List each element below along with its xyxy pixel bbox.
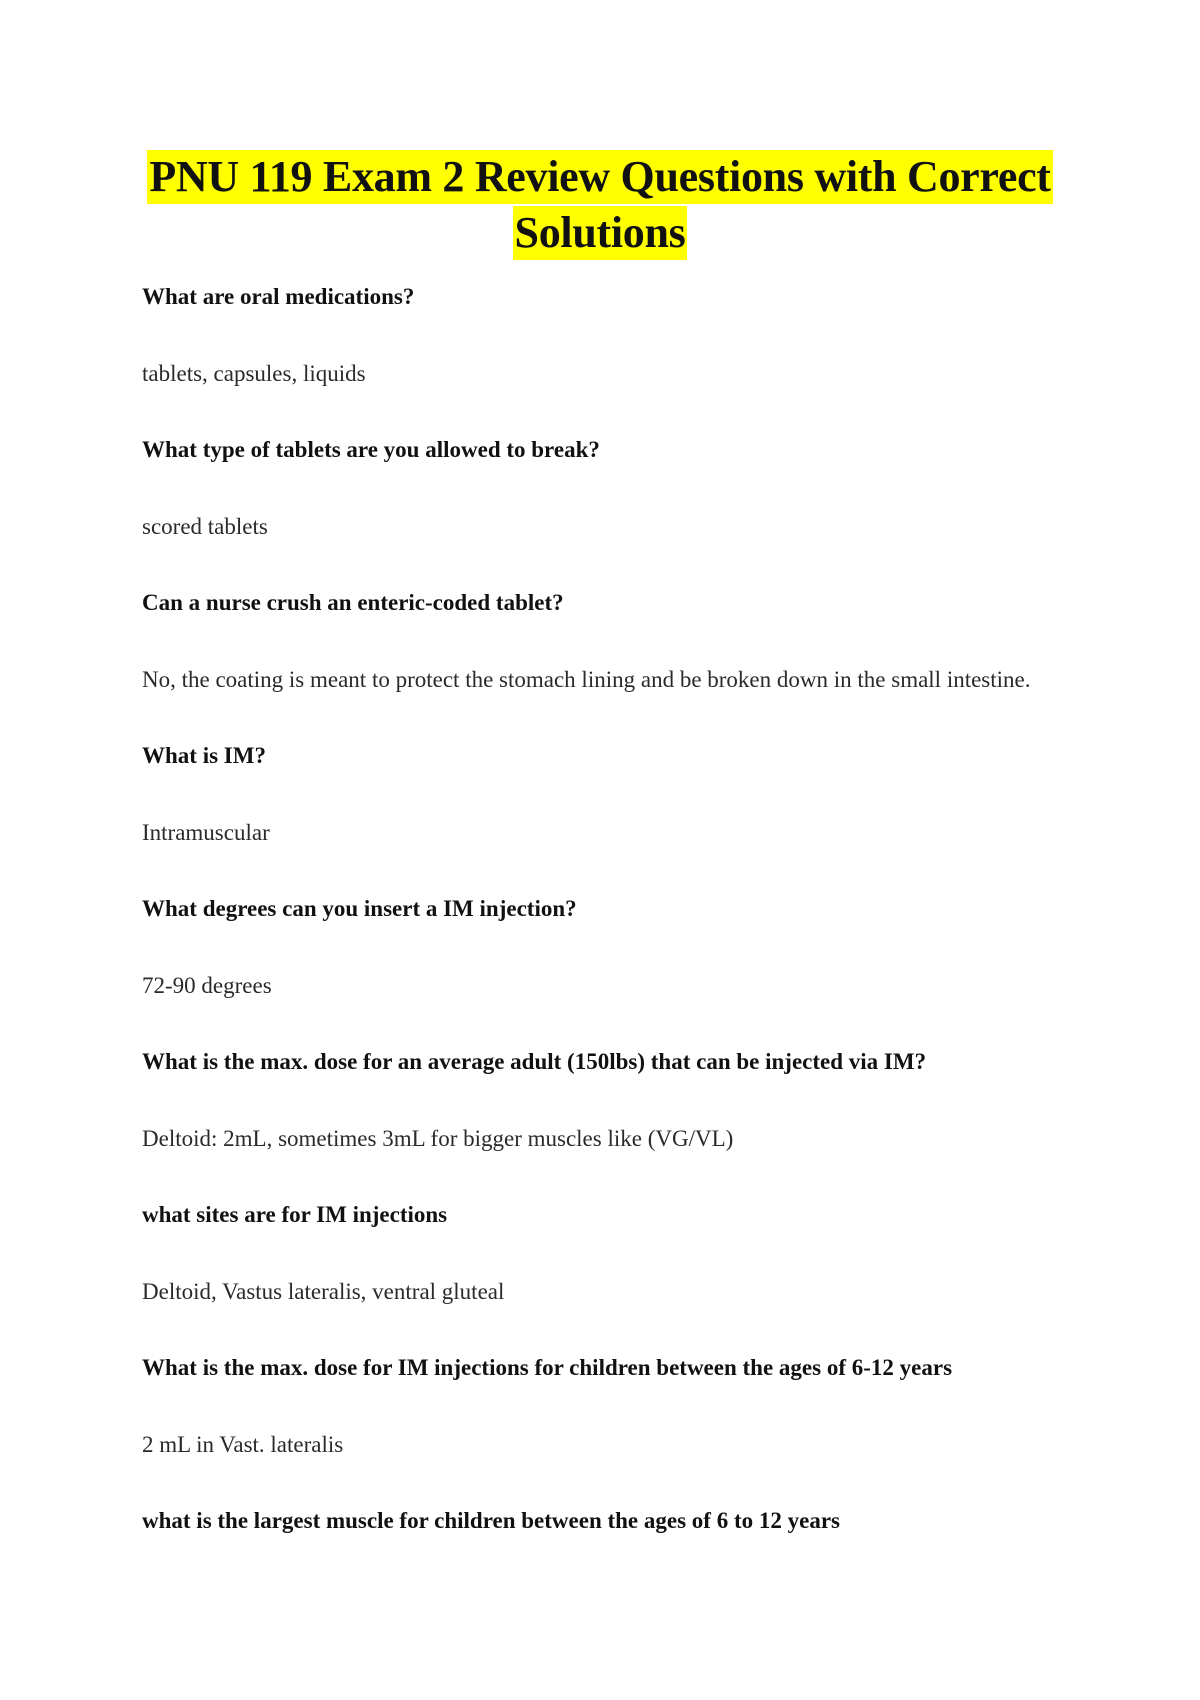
answer-text: Deltoid, Vastus lateralis, ventral gluteal [142, 1279, 505, 1304]
question-text: What is the max. dose for IM injections for children between the ages of 6-12 years [142, 1355, 953, 1380]
question-text: What are oral medications? [142, 284, 415, 309]
document-title [0, 150, 1200, 262]
question-text: what sites are for IM injections [142, 1202, 448, 1227]
question-text: Can a nurse crush an enteric-coded tablet? [142, 590, 564, 615]
answer-text: Deltoid: 2mL, sometimes 3mL for bigger muscles like (VG/VL) [142, 1126, 734, 1151]
answer-text: Intramuscular [142, 820, 270, 845]
title-line-2: Solutions [513, 206, 688, 260]
question-text: What is IM? [142, 743, 266, 768]
question-text: What degrees can you insert a IM injection? [142, 896, 577, 921]
question-text: what is the largest muscle for children between the ages of 6 to 12 years [142, 1508, 840, 1533]
answer-text: scored tablets [142, 514, 268, 539]
question-text: What is the max. dose for an average adult (150lbs) that can be injected via IM? [142, 1049, 927, 1074]
question-text: What type of tablets are you allowed to break? [142, 437, 600, 462]
answer-text: No, the coating is meant to protect the stomach lining and be broken down in the small intestine. [142, 667, 1031, 692]
answer-text: 2 mL in Vast. lateralis [142, 1432, 344, 1457]
answer-text: tablets, capsules, liquids [142, 361, 366, 386]
answer-text: 72-90 degrees [142, 973, 272, 998]
title-line-1: PNU 119 Exam 2 Review Questions with Correct [147, 150, 1052, 204]
